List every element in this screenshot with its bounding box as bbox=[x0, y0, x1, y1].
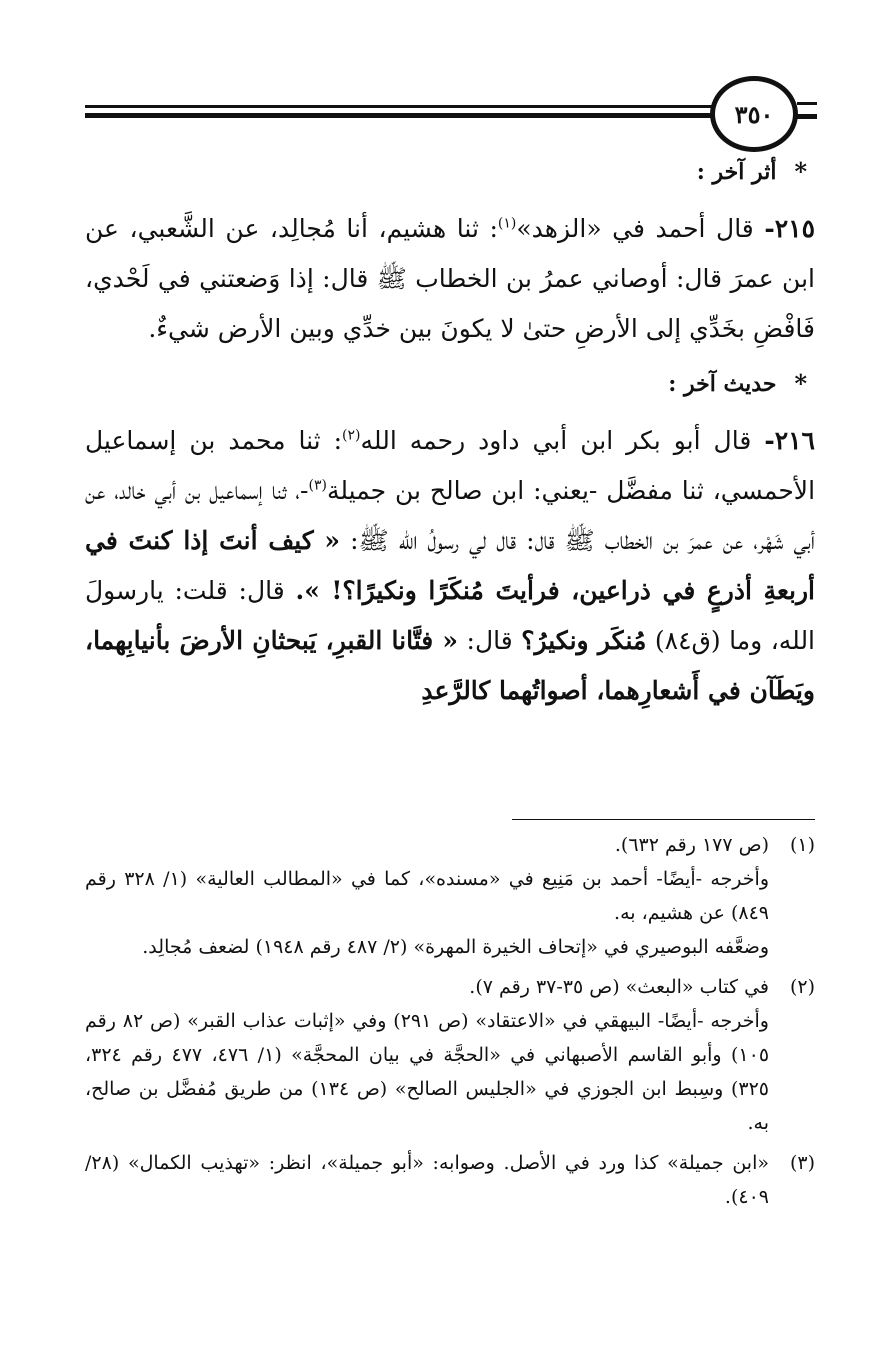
footnote-ref[interactable]: (٣) bbox=[308, 477, 327, 494]
hadith-quote: « كيف أنتَ إذا كنتَ في أربعةِ أذرعٍ في ذراعين، فرأيتَ مُنكَرًا ونكيرًا؟! ». bbox=[85, 526, 815, 605]
paragraph-215 bbox=[85, 204, 815, 354]
header-rule-thin bbox=[85, 105, 725, 108]
section-heading bbox=[85, 364, 815, 404]
section-heading bbox=[85, 152, 815, 192]
page-header bbox=[85, 72, 815, 162]
asterisk-icon: * bbox=[794, 157, 807, 186]
footnote-marker: (١) bbox=[789, 834, 815, 856]
asterisk-icon: * bbox=[794, 369, 807, 398]
hadith-quote: « فتَّانا القبرِ، يَبحثانِ الأرضَ بأنيابِهما، ويَطَآن في أَشعارِهما، أصواتُهما كالرَّعدِ bbox=[85, 626, 815, 705]
hadith-quote: مُنكَر ونكيرُ؟ bbox=[521, 626, 647, 655]
paragraph-text: قال: قلت: يارسولَ الله، وما (ق٨٤) bbox=[85, 576, 816, 655]
footnote-separator bbox=[512, 819, 815, 820]
item-number: ٢١٥- bbox=[764, 214, 816, 243]
footnote-body bbox=[85, 828, 769, 964]
footnote-marker: (٣) bbox=[789, 1152, 815, 1174]
footnote-3 bbox=[85, 1146, 815, 1214]
header-rule-stub-top bbox=[797, 102, 817, 105]
header-rule-stub-bottom bbox=[797, 114, 817, 119]
main-text bbox=[85, 152, 815, 726]
footnote-body bbox=[85, 970, 769, 1140]
footnote-line: (ص ١٧٧ رقم ٦٣٢). bbox=[614, 834, 769, 856]
paragraph-text: قال أحمد في «الزهد» bbox=[516, 214, 754, 243]
heading-text: أثر آخر : bbox=[696, 159, 777, 185]
page-number: ٣٥٠ bbox=[710, 76, 798, 152]
header-rule-thick bbox=[85, 113, 725, 118]
footnote-2 bbox=[85, 970, 815, 1140]
footnote-line: وأخرجه -أيضًا- البيهقي في «الاعتقاد» (ص ٢٩١) وفي «إثبات عذاب القبر» (ص ٨٢ رقم ١٠٥) وأبو القاسم الأصبهاني في «الحجَّة في بيان المحجَّة» (١/ ٤٧٦، ٤٧٧ رقم ٣٢٤، ٣٢٥) وسِبط ابن الجوزي في «الجليس الصالح» (ص ١٣٤) من طريق مُفضَّل بن صالح، به. bbox=[85, 1010, 770, 1134]
footnote-line: وأخرجه -أيضًا- أحمد بن مَنِيع في «مسنده»، كما في «المطالب العالية» (١/ ٣٢٨ رقم ٨٤٩) عن هشيم، به. bbox=[85, 868, 769, 924]
paragraph-216 bbox=[85, 416, 815, 716]
footnote-marker: (٢) bbox=[789, 976, 815, 998]
footnotes bbox=[85, 828, 815, 1220]
paragraph-text: قال أبو بكر ابن أبي داود رحمه الله bbox=[360, 426, 752, 455]
footnote-line: «ابن جميلة» كذا ورد في الأصل. وصوابه: «أبو جميلة»، انظر: «تهذيب الكمال» (٢٨/ ٤٠٩). bbox=[85, 1152, 769, 1208]
footnote-1 bbox=[85, 828, 815, 964]
footnote-body bbox=[85, 1146, 769, 1214]
paragraph-text: : ثنا محمد بن إسماعيل الأحمسي، ثنا مفضَّل -يعني: ابن صالح بن جميلة bbox=[85, 426, 816, 505]
item-number: ٢١٦- bbox=[764, 426, 815, 455]
footnote-ref[interactable]: (٢) bbox=[342, 427, 361, 444]
footnote-line: في كتاب «البعث» (ص ٣٥-٣٧ رقم ٧). bbox=[469, 976, 769, 998]
paragraph-text: : ثنا هشيم، أنا مُجالِد، عن الشَّعبي، عن ابن عمرَ قال: أوصاني عمرُ بن الخطاب ﷺ قال: إذا وَضعتني في لَحْدي، فَافْضِ بخَدِّي إلى الأرضِ حتىٰ لا يكونَ بين خدِّي وبين الأرض شيءٌ. bbox=[85, 214, 815, 343]
footnote-line: وضعَّفه البوصيري في «إتحاف الخيرة المهرة» (٢/ ٤٨٧ رقم ١٩٤٨) لضعف مُجالِد. bbox=[142, 936, 769, 958]
paragraph-text: قال: bbox=[466, 626, 513, 655]
paragraph-text: -، ثنا إسماعيل بن أبي خالد، عن أبي شَهْر، عن عمرَ بن الخطاب ﷺ قال: قال لي رسولُ الله ﷺ: bbox=[85, 476, 815, 555]
footnote-ref[interactable]: (١) bbox=[497, 215, 517, 232]
heading-text: حديث آخر : bbox=[668, 371, 777, 397]
